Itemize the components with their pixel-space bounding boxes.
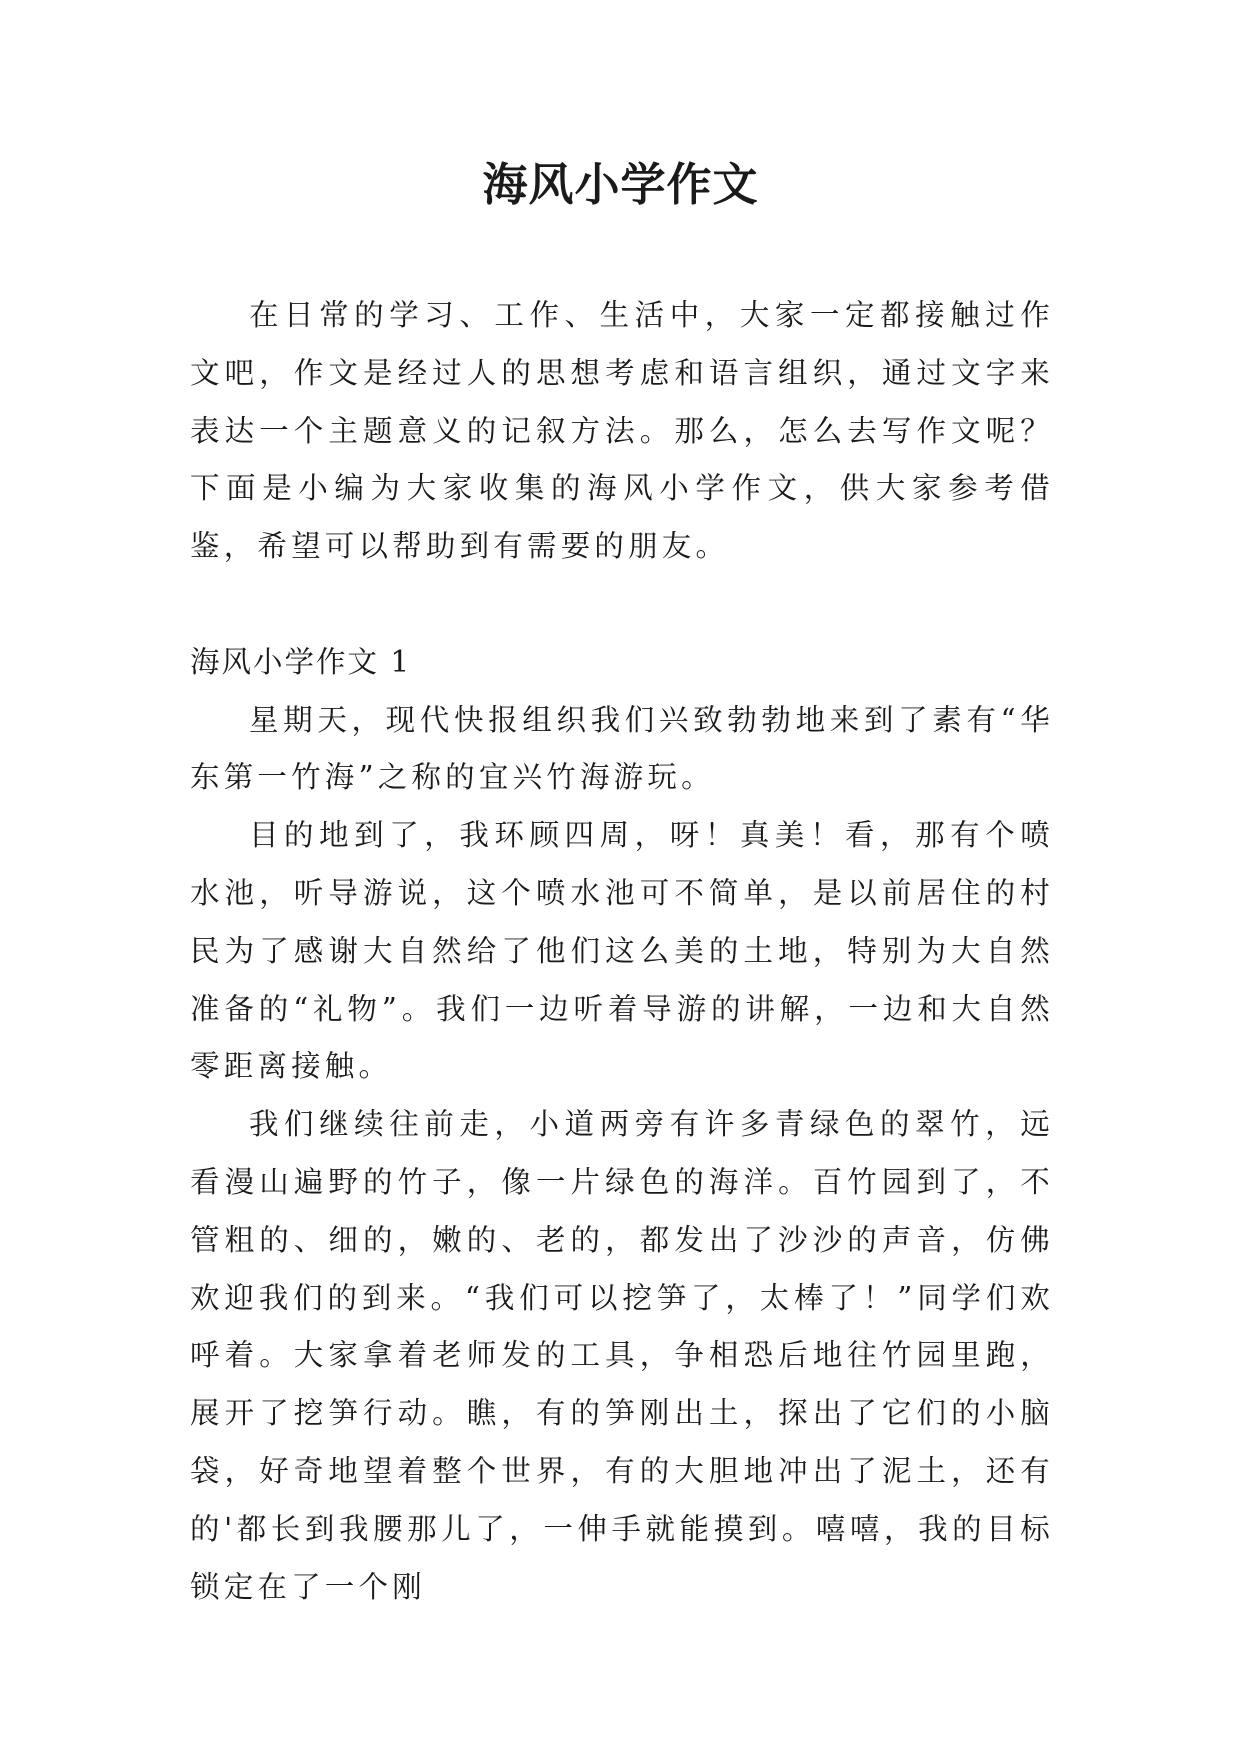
body-paragraph-1: 星期天，现代快报组织我们兴致勃勃地来到了素有“华东第一竹海”之称的宜兴竹海游玩。: [190, 702, 1054, 795]
document-body: [190, 287, 1054, 1616]
paragraph-gap: [190, 576, 1054, 634]
body-paragraph-2: 目的地到了，我环顾四周，呀！真美！看，那有个喷水池，听导游说，这个喷水池可不简单，是以前居住的村民为了感谢大自然给了他们这么美的土地，特别为大自然准备的“礼物”。我们一边听着导游的讲解，一边和大自然零距离接触。: [190, 818, 1054, 1084]
document-title: 海风小学作文: [482, 158, 759, 211]
body-paragraph-3: 我们继续往前走，小道两旁有许多青绿色的翠竹，远看漫山遍野的竹子，像一片绿色的海洋。百竹园到了，不管粗的、细的，嫩的、老的，都发出了沙沙的声音，仿佛欢迎我们的到来。“我们可以挖笋了，太棒了！”同学们欢呼着。大家拿着老师发的工具，争相恐后地往竹园里跑，展开了挖笋行动。瞧，有的笋刚出土，探出了它们的小脑袋，好奇地望着整个世界，有的大胆地冲出了泥土，还有的'都长到我腰那儿了，一伸手就能摸到。嘻嘻，我的目标锁定在了一个刚: [190, 1107, 1054, 1604]
section-heading: 海风小学作文 1: [190, 644, 412, 679]
intro-paragraph: 在日常的学习、工作、生活中，大家一定都接触过作文吧，作文是经过人的思想考虑和语言组织，通过文字来表达一个主题意义的记叙方法。那么，怎么去写作文呢？下面是小编为大家收集的海风小学作文，供大家参考借鉴，希望可以帮助到有需要的朋友。: [190, 298, 1054, 564]
